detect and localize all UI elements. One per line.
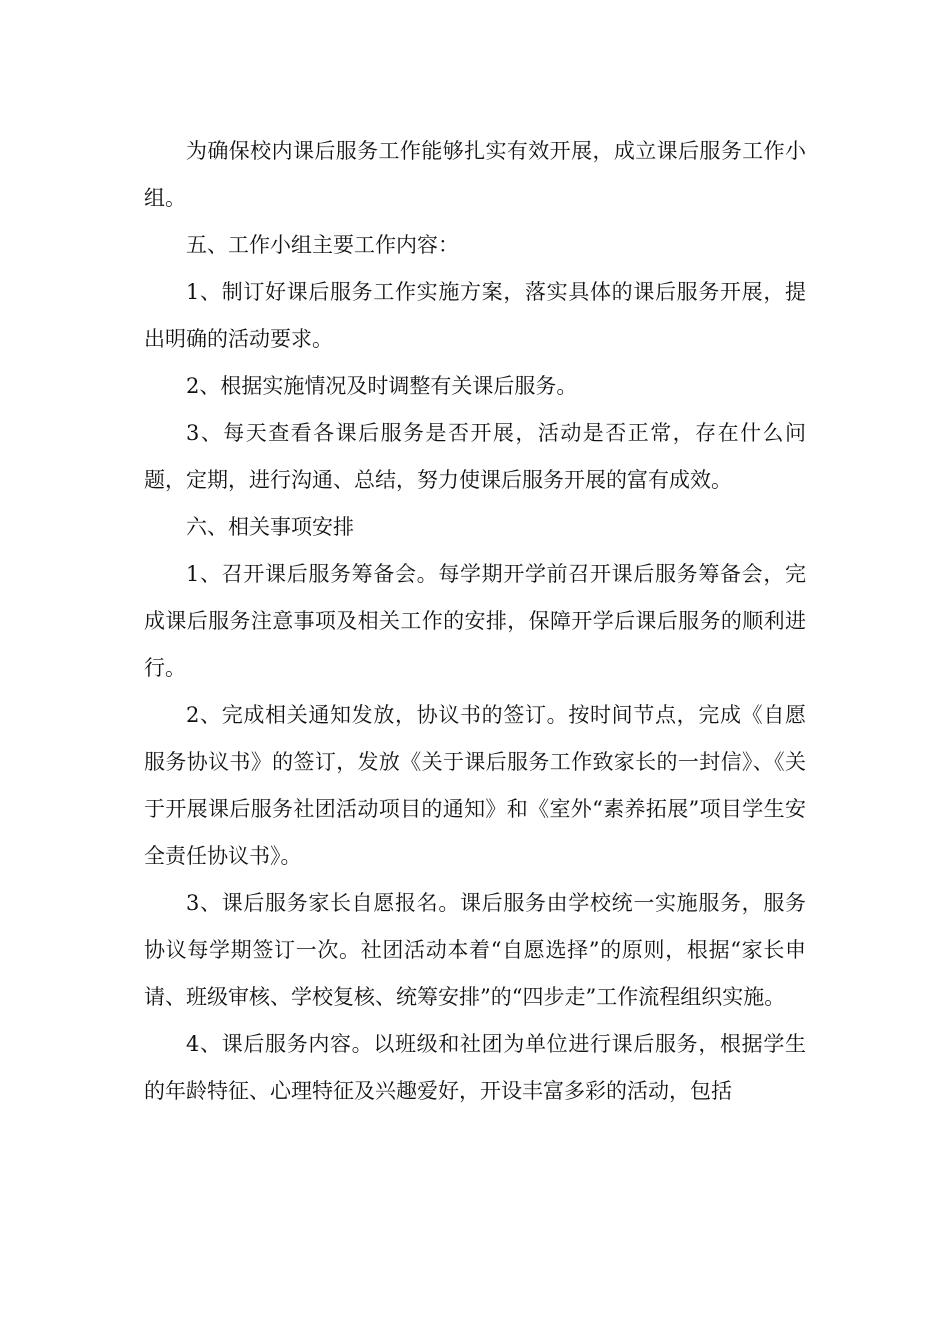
paragraph-arrangement-4: 4、课后服务内容。以班级和社团为单位进行课后服务，根据学生的年龄特征、心理特征及兴趣爱好，开设丰富多彩的活动，包括 <box>144 1032 806 1103</box>
paragraph-arrangement-3: 3、课后服务家长自愿报名。课后服务由学校统一实施服务，服务协议每学期签订一次。社团活动本着“自愿选择”的原则，根据“家长申请、班级审核、学校复核、统筹安排”的“四步走”工作流程组织实施。 <box>144 891 806 1009</box>
paragraph-arrangement-1: 1、召开课后服务筹备会。每学期开学前召开课后服务筹备会，完成课后服务注意事项及相关工作的安排，保障开学后课后服务的顺利进行。 <box>144 562 806 680</box>
paragraph-arrangement-2: 2、完成相关通知发放，协议书的签订。按时间节点，完成《自愿服务协议书》的签订，发放《关于课后服务工作致家长的一封信》、《关于开展课后服务社团活动项目的通知》和《室外“素养拓展”项目学生安全责任协议书》。 <box>144 703 806 868</box>
paragraph-item-2: 2、根据实施情况及时调整有关课后服务。 <box>186 374 578 398</box>
section-heading-six: 六、相关事项安排 <box>186 515 354 539</box>
paragraph-intro: 为确保校内课后服务工作能够扎实有效开展，成立课后服务工作小组。 <box>144 139 806 210</box>
paragraph-item-3: 3、每天查看各课后服务是否开展，活动是否正常，存在什么问题，定期，进行沟通、总结，努力使课后服务开展的富有成效。 <box>144 421 806 492</box>
section-heading-five: 五、工作小组主要工作内容： <box>186 233 459 257</box>
paragraph-item-1: 1、制订好课后服务工作实施方案，落实具体的课后服务开展，提出明确的活动要求。 <box>144 280 806 351</box>
document-body <box>144 128 806 1115</box>
